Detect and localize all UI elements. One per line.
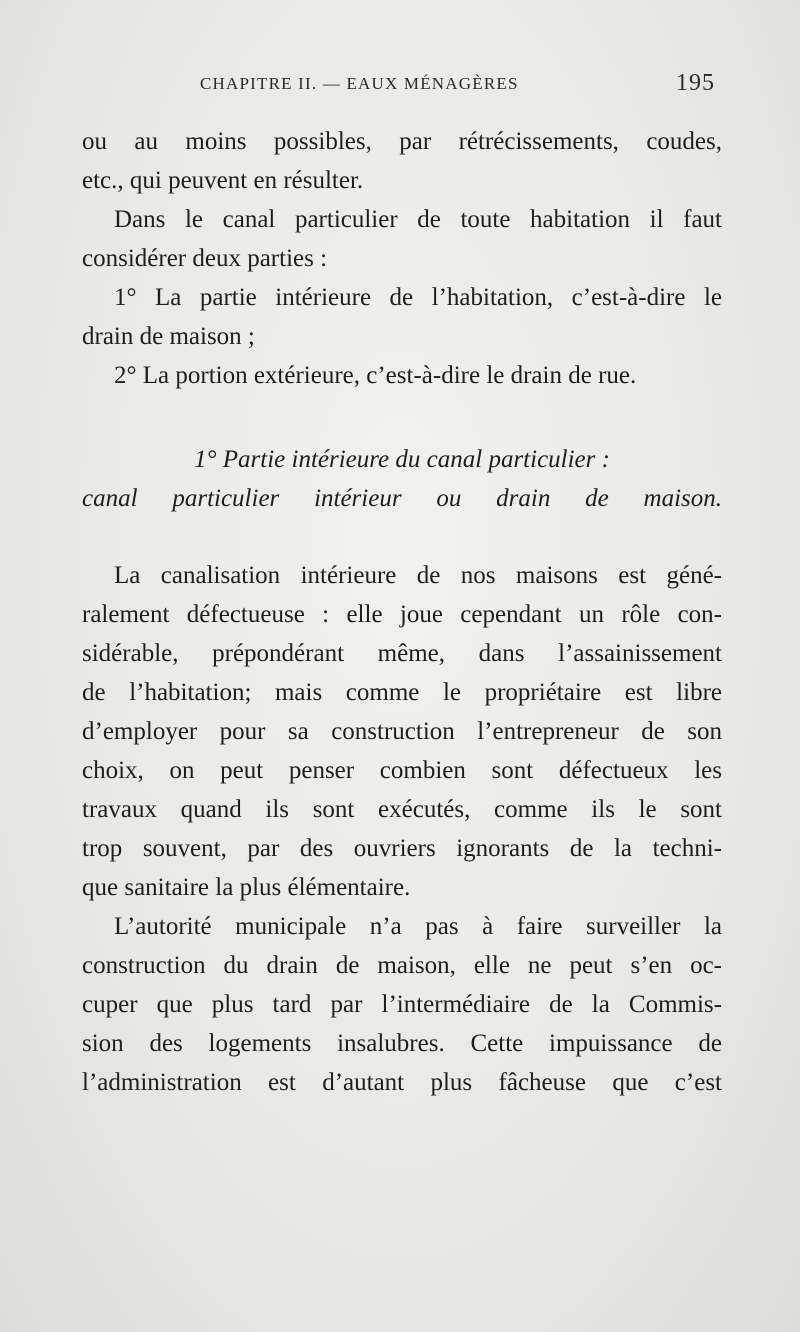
text-line: drain de maison ; bbox=[82, 323, 255, 350]
body-text-bottom bbox=[82, 556, 722, 1102]
text-line: trop souvent, par des ouvriers ignorants de la techni- bbox=[82, 835, 722, 862]
text-line: considérer deux parties : bbox=[82, 245, 328, 272]
text-line: que sanitaire la plus élémentaire. bbox=[82, 874, 411, 901]
text-line: etc., qui peuvent en résulter. bbox=[82, 167, 364, 194]
text-line: 2° La portion extérieure, c’est-à-dire le drain de rue. bbox=[114, 362, 637, 389]
text-line: 1° La partie intérieure de l’habitation, c’est-à-dire le bbox=[114, 284, 722, 311]
section-heading-line: canal particulier intérieur ou drain de maison. bbox=[82, 485, 722, 512]
section-heading bbox=[82, 440, 722, 518]
text-line: l’administration est d’autant plus fâcheuse que c’est bbox=[82, 1069, 722, 1096]
text-line: La canalisation intérieure de nos maisons est géné- bbox=[114, 562, 722, 589]
section-heading-line: 1° Partie intérieure du canal particulier : bbox=[194, 446, 610, 473]
text-line: sidérable, prépondérant même, dans l’assainissement bbox=[82, 640, 722, 667]
page-header bbox=[200, 70, 715, 100]
body-text-top bbox=[82, 122, 722, 395]
text-line: ou au moins possibles, par rétrécissements, coudes, bbox=[82, 128, 722, 155]
text-line: ralement défectueuse : elle joue cependant un rôle con- bbox=[82, 601, 722, 628]
text-line: de l’habitation; mais comme le propriétaire est libre bbox=[82, 679, 722, 706]
running-title: CHAPITRE II. — EAUX MÉNAGÈRES bbox=[200, 74, 519, 93]
text-line: construction du drain de maison, elle ne peut s’en oc- bbox=[82, 952, 722, 979]
page-number: 195 bbox=[676, 70, 715, 96]
text-line: cuper que plus tard par l’intermédiaire de la Commis- bbox=[82, 991, 722, 1018]
text-line: Dans le canal particulier de toute habitation il faut bbox=[114, 206, 722, 233]
text-line: sion des logements insalubres. Cette impuissance de bbox=[82, 1030, 722, 1057]
text-line: d’employer pour sa construction l’entrepreneur de son bbox=[82, 718, 722, 745]
text-line: L’autorité municipale n’a pas à faire surveiller la bbox=[114, 913, 722, 940]
text-line: travaux quand ils sont exécutés, comme ils le sont bbox=[82, 796, 722, 823]
text-line: choix, on peut penser combien sont défectueux les bbox=[82, 757, 722, 784]
